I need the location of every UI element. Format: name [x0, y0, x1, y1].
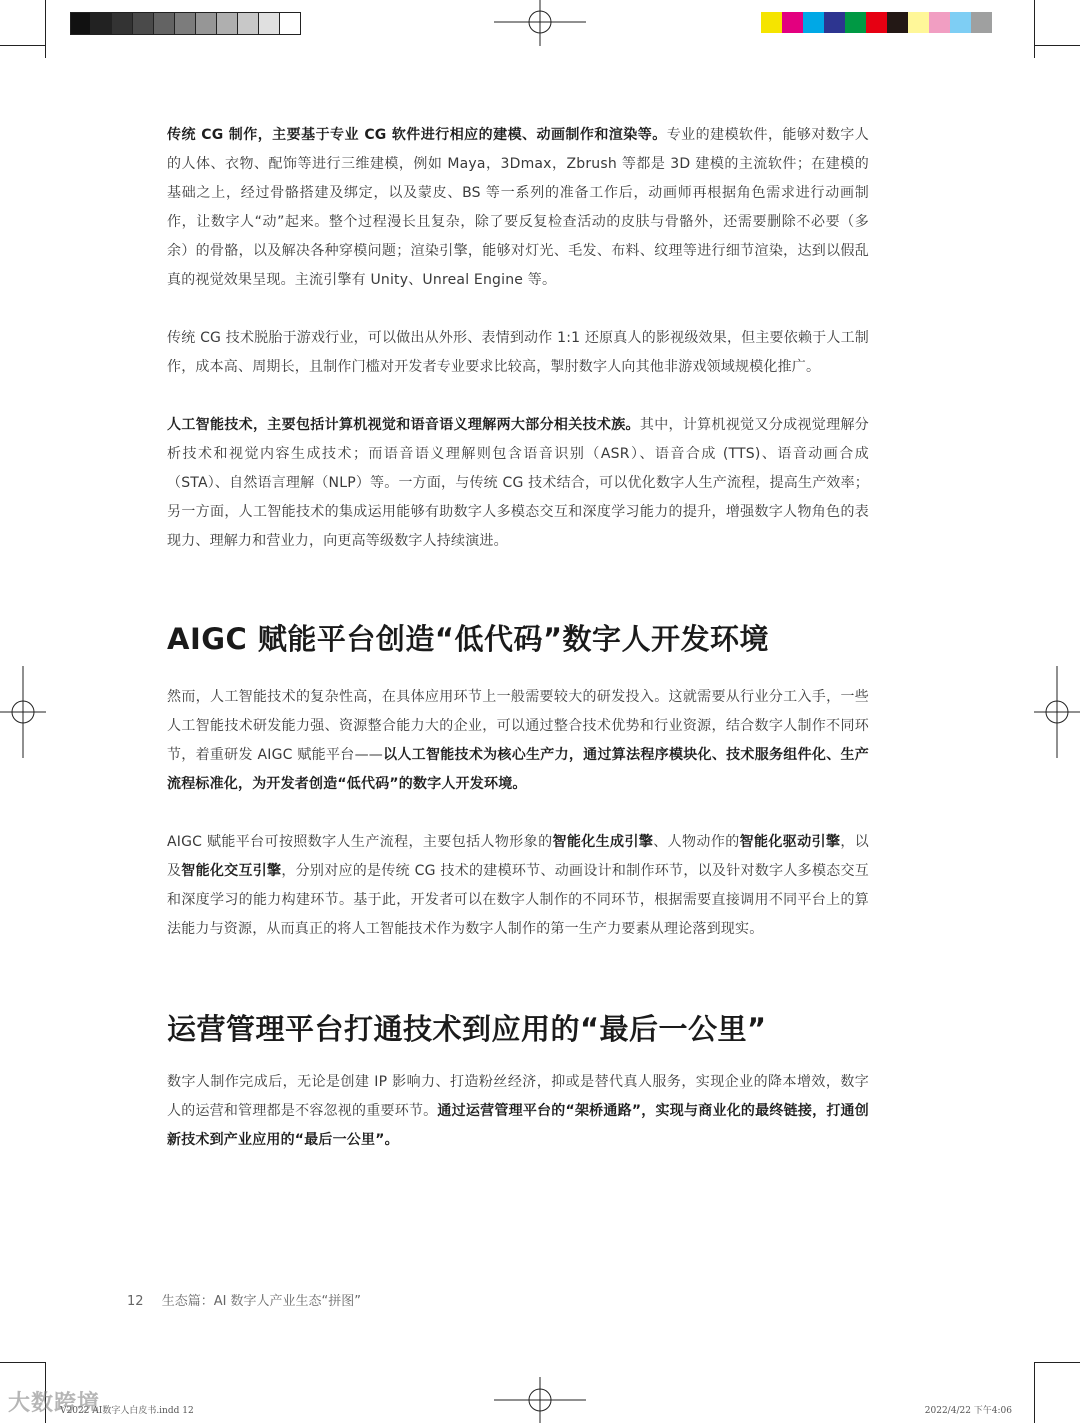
section-heading-operations-platform: 运营管理平台打通技术到应用的“最后一公里” [167, 1012, 767, 1046]
paragraph-cg-limitations [167, 324, 869, 382]
registration-mark-left [0, 666, 46, 758]
gray-swatch [217, 13, 238, 34]
color-swatch [908, 12, 929, 33]
print-slug-filename: V2022 AI数字人白皮书.indd 12 [60, 1406, 194, 1416]
bold-text-run: 智能化驱动引擎 [739, 834, 841, 850]
text-run: 专业的建模软件，能够对数字人的人体、衣物、配饰等进行三维建模，例如 Maya，3Dmax，Zbrush 等都是 3D 建模的主流软件；在建模的基础之上，经过骨骼搭建及绑定，以及蒙皮、BS 等一系列的准备工作后，动画师再根据角色需求进行动画制作，让数字人“动”起来。整个过程漫长且复杂，除了要反复检查活动的皮肤与骨骼外，还需要删除不必要（多余）的骨骼，以及解决各种穿模问题；渲染引擎，能够对灯光、毛发、布料、纹理等进行细节渲染，达到以假乱真的视觉效果呈现。主流引擎有 Unity、Unreal Engine 等。 [167, 127, 869, 288]
color-swatch [824, 12, 845, 33]
color-swatch [950, 12, 971, 33]
section-heading-aigc-platform: AIGC 赋能平台创造“低代码”数字人开发环境 [167, 622, 770, 656]
gray-swatch [280, 13, 301, 34]
crop-mark-bottom-right-horizontal [1034, 1362, 1080, 1363]
registration-mark-top [494, 0, 586, 46]
crop-mark-bottom-left-horizontal [0, 1362, 46, 1363]
text-run: 数字人制作完成后，无论是创建 IP 影响力、打造粉丝经济，抑或是替代真人服务，实现企业的降本增效，数字人的运营和管理都是不容忽视的重要环节。 [167, 1074, 869, 1119]
color-swatch [761, 12, 782, 33]
paragraph-aigc-intro [167, 683, 869, 799]
gray-swatch [133, 13, 154, 34]
grayscale-color-bar [70, 12, 301, 35]
gray-swatch [196, 13, 217, 34]
color-swatch [887, 12, 908, 33]
gray-swatch [91, 13, 112, 34]
bold-text-run: 智能化生成引擎 [552, 834, 654, 850]
color-swatch [929, 12, 950, 33]
paragraph-operations [167, 1068, 869, 1155]
gray-swatch [238, 13, 259, 34]
color-swatch [971, 12, 992, 33]
bold-text-run: 智能化交互引擎 [181, 863, 282, 879]
color-swatch [866, 12, 887, 33]
text-run: ，分别对应的是传统 CG 技术的建模环节、动画设计和制作环节，以及针对数字人多模态交互和深度学习的能力构建环节。基于此，开发者可以在数字人制作的不同环节，根据需要直接调用不同平台上的算法能力与资源，从而真正的将人工智能技术作为数字人制作的第一生产力要素从理论落到现实。 [167, 863, 870, 937]
text-run: 然而，人工智能技术的复杂性高，在具体应用环节上一般需要较大的研发投入。这就需要从行业分工入手，一些人工智能技术研发能力强、资源整合能力大的企业，可以通过整合技术优势和行业资源，结合数字人制作不同环节，着重研发 AIGC 赋能平台—— [167, 689, 869, 763]
bold-text-run: 人工智能技术，主要包括计算机视觉和语音语义理解两大部分相关技术族。 [167, 417, 640, 433]
color-swatch [845, 12, 866, 33]
print-slug-timestamp: 2022/4/22 下午4:06 [924, 1406, 1012, 1416]
process-color-bar [761, 12, 992, 33]
paragraph-ai-technology [167, 411, 869, 556]
color-swatch [782, 12, 803, 33]
crop-mark-top-left-vertical [45, 0, 46, 58]
gray-swatch [112, 13, 133, 34]
running-title: 生态篇：AI 数字人产业生态“拼图” [161, 1294, 362, 1309]
bold-text-run: 传统 CG 制作，主要基于专业 CG 软件进行相应的建模、动画制作和渲染等。 [167, 127, 667, 143]
gray-swatch [175, 13, 196, 34]
text-run: 其中，计算机视觉又分成视觉理解分析技术和视觉内容生成技术；而语音语义理解则包含语音识别（ASR）、语音合成 (TTS)、语音动画合成（STA）、自然语言理解（NLP）等。一方面，与传统 CG 技术结合，可以优化数字人生产流程，提高生产效率；另一方面，人工智能技术的集成运用能够有助数字人多模态交互和深度学习能力的提升，增强数字人物角色的表现力、理解力和营业力，向更高等级数字人持续演进。 [167, 417, 869, 549]
color-swatch [803, 12, 824, 33]
paragraph-cg-production [167, 121, 869, 295]
text-run: ，以及 [167, 834, 870, 879]
bold-text-run: 以人工智能技术为核心生产力，通过算法程序模块化、技术服务组件化、生产流程标准化，为开发者创造“低代码”的数字人开发环境。 [167, 747, 869, 792]
gray-swatch [154, 13, 175, 34]
text-run: 、人物动作的 [653, 834, 740, 850]
watermark-logo: 大数跨境 [8, 1391, 101, 1416]
text-run: 传统 CG 技术脱胎于游戏行业，可以做出从外形、表情到动作 1:1 还原真人的影视级效果，但主要依赖于人工制作，成本高、周期长，且制作门槛对开发者专业要求比较高，掣肘数字人向其他非游戏领域规模化推广。 [167, 330, 869, 375]
paragraph-aigc-engines [167, 828, 869, 944]
page-footer [127, 1290, 361, 1309]
text-run: AIGC 赋能平台可按照数字人生产流程，主要包括人物形象的 [167, 834, 553, 850]
registration-mark-bottom [494, 1377, 586, 1423]
registration-mark-right [1034, 666, 1080, 758]
crop-mark-top-right-horizontal [1034, 45, 1080, 46]
crop-mark-top-right-vertical [1034, 0, 1035, 58]
bold-text-run: 通过运营管理平台的“架桥通路”，实现与商业化的最终链接，打通创新技术到产业应用的“最后一公里”。 [167, 1103, 869, 1148]
crop-mark-top-left-horizontal [0, 45, 46, 46]
crop-mark-bottom-right-vertical [1034, 1362, 1035, 1423]
page-number: 12 [127, 1294, 144, 1309]
gray-swatch [259, 13, 280, 34]
gray-swatch [70, 13, 91, 34]
